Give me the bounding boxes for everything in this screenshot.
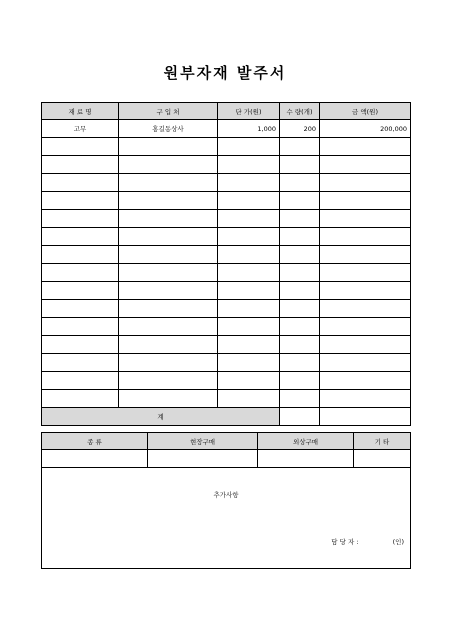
cell-amount[interactable] [320, 354, 411, 372]
cell-supplier[interactable] [119, 300, 218, 318]
cell-unit-price[interactable] [218, 390, 280, 408]
column-header-unit-price: 단 가(원) [218, 103, 280, 120]
cell-unit-price[interactable] [218, 174, 280, 192]
cell-unit-price[interactable] [218, 192, 280, 210]
cell-material[interactable] [42, 318, 119, 336]
cell-quantity[interactable] [280, 156, 320, 174]
cell-material[interactable] [42, 228, 119, 246]
cell-quantity[interactable] [280, 300, 320, 318]
cell-unit-price[interactable] [218, 372, 280, 390]
cell-material[interactable] [42, 282, 119, 300]
cell-unit-price[interactable] [218, 318, 280, 336]
cell-unit-price[interactable]: 1,000 [218, 120, 280, 138]
cell-unit-price[interactable] [218, 228, 280, 246]
cell-material[interactable] [42, 372, 119, 390]
cell-amount[interactable] [320, 138, 411, 156]
cell-supplier[interactable] [119, 336, 218, 354]
table-row [42, 246, 411, 264]
cell-quantity[interactable] [280, 390, 320, 408]
category-header-credit: 외상구매 [258, 433, 354, 450]
cell-amount[interactable] [320, 246, 411, 264]
cell-unit-price[interactable] [218, 282, 280, 300]
cell-quantity[interactable] [280, 174, 320, 192]
cell-amount[interactable] [320, 282, 411, 300]
cell-unit-price[interactable] [218, 210, 280, 228]
cell-material[interactable] [42, 246, 119, 264]
column-header-amount: 금 액(원) [320, 103, 411, 120]
category-header-other: 기 타 [354, 433, 411, 450]
cell-supplier[interactable] [119, 228, 218, 246]
additional-notes-box[interactable] [41, 467, 411, 569]
table-row [42, 138, 411, 156]
cell-unit-price[interactable] [218, 300, 280, 318]
cell-amount[interactable] [320, 228, 411, 246]
total-row [42, 408, 411, 426]
table-row [42, 210, 411, 228]
cell-quantity[interactable] [280, 246, 320, 264]
table-row [42, 300, 411, 318]
category-cell-credit[interactable] [258, 450, 354, 468]
signer-line [331, 537, 404, 546]
signer-seal: (인) [392, 538, 404, 546]
cell-quantity[interactable] [280, 318, 320, 336]
column-header-quantity: 수 량(개) [280, 103, 320, 120]
cell-quantity[interactable] [280, 264, 320, 282]
cell-supplier[interactable] [119, 318, 218, 336]
purchase-type-header-row [42, 433, 411, 450]
cell-amount[interactable] [320, 264, 411, 282]
table-row [42, 174, 411, 192]
total-quantity-cell[interactable] [280, 408, 320, 426]
cell-supplier[interactable] [119, 138, 218, 156]
cell-amount[interactable] [320, 210, 411, 228]
cell-supplier[interactable] [119, 264, 218, 282]
cell-supplier[interactable] [119, 156, 218, 174]
cell-quantity[interactable]: 200 [280, 120, 320, 138]
cell-amount[interactable] [320, 156, 411, 174]
category-cell-on-site[interactable] [148, 450, 258, 468]
table-row [42, 228, 411, 246]
total-label: 계 [42, 408, 280, 426]
cell-quantity[interactable] [280, 228, 320, 246]
cell-quantity[interactable] [280, 138, 320, 156]
purchase-type-row [42, 450, 411, 468]
table-row [42, 120, 411, 138]
cell-unit-price[interactable] [218, 264, 280, 282]
cell-supplier[interactable] [119, 354, 218, 372]
cell-amount[interactable] [320, 372, 411, 390]
cell-supplier[interactable] [119, 192, 218, 210]
cell-quantity[interactable] [280, 354, 320, 372]
cell-unit-price[interactable] [218, 156, 280, 174]
table-row [42, 372, 411, 390]
category-header-on-site: 현장구매 [148, 433, 258, 450]
cell-material[interactable] [42, 156, 119, 174]
cell-supplier[interactable] [119, 390, 218, 408]
cell-unit-price[interactable] [218, 246, 280, 264]
table-row [42, 192, 411, 210]
category-cell-type[interactable] [42, 450, 148, 468]
signer-label: 담 당 자 : [331, 538, 359, 546]
category-cell-other[interactable] [354, 450, 411, 468]
cell-material[interactable] [42, 174, 119, 192]
cell-amount[interactable] [320, 318, 411, 336]
cell-material[interactable] [42, 138, 119, 156]
cell-supplier[interactable]: 홍길동상사 [119, 120, 218, 138]
cell-material[interactable] [42, 192, 119, 210]
table-header-row [42, 103, 411, 120]
column-header-material: 재 료 명 [42, 103, 119, 120]
purchase-type-table [41, 432, 411, 468]
cell-material[interactable] [42, 264, 119, 282]
total-amount-cell[interactable] [320, 408, 411, 426]
cell-supplier[interactable] [119, 246, 218, 264]
cell-amount[interactable] [320, 390, 411, 408]
cell-amount[interactable] [320, 174, 411, 192]
additional-notes-label: 추가사항 [213, 491, 239, 499]
table-row [42, 318, 411, 336]
table-row [42, 264, 411, 282]
column-header-supplier: 구 입 처 [119, 103, 218, 120]
cell-supplier[interactable] [119, 282, 218, 300]
cell-amount[interactable] [320, 300, 411, 318]
cell-unit-price[interactable] [218, 354, 280, 372]
cell-quantity[interactable] [280, 336, 320, 354]
cell-quantity[interactable] [280, 192, 320, 210]
cell-material[interactable]: 고무 [42, 120, 119, 138]
cell-material[interactable] [42, 390, 119, 408]
category-header-type: 종 류 [42, 433, 148, 450]
cell-unit-price[interactable] [218, 138, 280, 156]
cell-supplier[interactable] [119, 174, 218, 192]
cell-quantity[interactable] [280, 282, 320, 300]
table-row [42, 282, 411, 300]
table-row [42, 390, 411, 408]
cell-unit-price[interactable] [218, 336, 280, 354]
cell-amount[interactable] [320, 336, 411, 354]
cell-amount[interactable]: 200,000 [320, 120, 411, 138]
cell-supplier[interactable] [119, 210, 218, 228]
table-row [42, 156, 411, 174]
cell-material[interactable] [42, 354, 119, 372]
table-row [42, 336, 411, 354]
cell-quantity[interactable] [280, 210, 320, 228]
cell-material[interactable] [42, 300, 119, 318]
order-table [41, 102, 411, 426]
table-row [42, 354, 411, 372]
cell-material[interactable] [42, 336, 119, 354]
cell-supplier[interactable] [119, 372, 218, 390]
cell-material[interactable] [42, 210, 119, 228]
cell-amount[interactable] [320, 192, 411, 210]
cell-quantity[interactable] [280, 372, 320, 390]
document-title: 원부자재 발주서 [163, 64, 287, 82]
